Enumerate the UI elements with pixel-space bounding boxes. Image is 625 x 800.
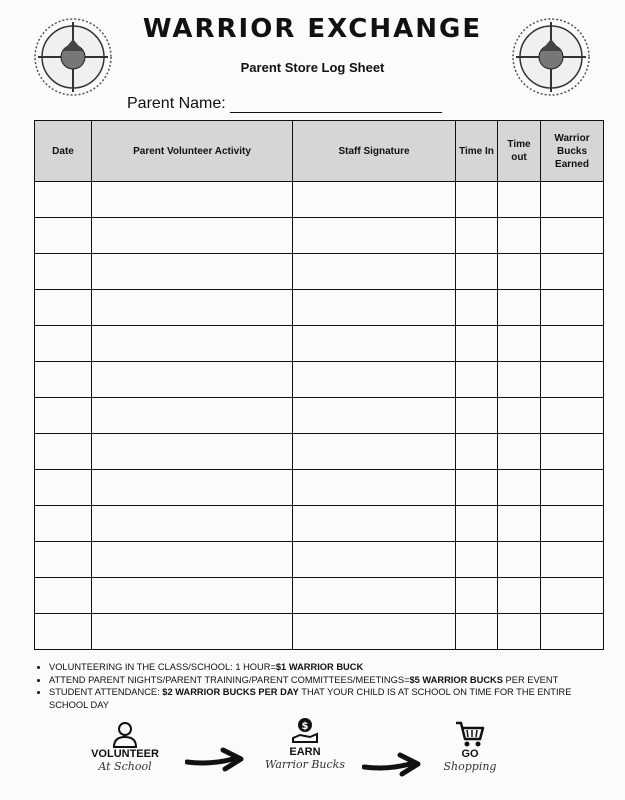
page-title: WARRIOR EXCHANGE xyxy=(142,14,483,44)
table-cell[interactable] xyxy=(456,614,498,650)
table-row xyxy=(35,290,604,326)
table-cell[interactable] xyxy=(92,290,293,326)
table-cell[interactable] xyxy=(456,182,498,218)
flow-step-label: EARN xyxy=(289,746,321,758)
table-cell[interactable] xyxy=(498,362,541,398)
table-cell[interactable] xyxy=(35,218,92,254)
flow-step-sub: Warrior Bucks xyxy=(265,758,345,771)
table-cell[interactable] xyxy=(92,614,293,650)
table-cell[interactable] xyxy=(35,182,92,218)
table-row xyxy=(35,542,604,578)
log-table xyxy=(34,120,604,650)
table-cell[interactable] xyxy=(498,290,541,326)
table-cell[interactable] xyxy=(541,326,604,362)
table-cell[interactable] xyxy=(293,542,456,578)
parent-name-blank[interactable] xyxy=(230,98,442,113)
table-cell[interactable] xyxy=(35,254,92,290)
flow-step-go xyxy=(425,720,515,773)
table-cell[interactable] xyxy=(92,398,293,434)
table-cell[interactable] xyxy=(456,578,498,614)
table-cell[interactable] xyxy=(293,218,456,254)
flow-step-sub: Shopping xyxy=(443,760,497,773)
table-cell[interactable] xyxy=(293,362,456,398)
table-row xyxy=(35,218,604,254)
table-cell[interactable] xyxy=(456,218,498,254)
table-cell[interactable] xyxy=(541,398,604,434)
table-cell[interactable] xyxy=(92,182,293,218)
table-cell[interactable] xyxy=(541,470,604,506)
table-row xyxy=(35,434,604,470)
volunteer-person-icon xyxy=(111,720,139,748)
table-row xyxy=(35,506,604,542)
table-cell[interactable] xyxy=(541,578,604,614)
table-cell[interactable] xyxy=(498,578,541,614)
table-cell[interactable] xyxy=(498,218,541,254)
table-cell[interactable] xyxy=(293,614,456,650)
table-cell[interactable] xyxy=(456,398,498,434)
table-cell[interactable] xyxy=(35,470,92,506)
table-row xyxy=(35,614,604,650)
table-cell[interactable] xyxy=(498,398,541,434)
table-cell[interactable] xyxy=(35,542,92,578)
table-cell[interactable] xyxy=(456,362,498,398)
table-cell[interactable] xyxy=(92,362,293,398)
table-cell[interactable] xyxy=(541,362,604,398)
table-cell[interactable] xyxy=(541,218,604,254)
table-cell[interactable] xyxy=(498,506,541,542)
table-cell[interactable] xyxy=(456,254,498,290)
table-cell[interactable] xyxy=(498,614,541,650)
flow-step-label: GO xyxy=(461,748,479,760)
table-cell[interactable] xyxy=(35,362,92,398)
page-subtitle: Parent Store Log Sheet xyxy=(240,60,385,75)
table-cell[interactable] xyxy=(293,506,456,542)
table-cell[interactable] xyxy=(293,182,456,218)
column-header: Date xyxy=(35,121,92,182)
table-cell[interactable] xyxy=(92,218,293,254)
process-flow xyxy=(0,720,625,800)
table-cell[interactable] xyxy=(498,434,541,470)
table-cell[interactable] xyxy=(35,326,92,362)
table-cell[interactable] xyxy=(541,254,604,290)
table-cell[interactable] xyxy=(456,506,498,542)
table-cell[interactable] xyxy=(541,290,604,326)
table-cell[interactable] xyxy=(293,254,456,290)
table-cell[interactable] xyxy=(456,434,498,470)
column-header: Staff Signature xyxy=(293,121,456,182)
table-cell[interactable] xyxy=(35,434,92,470)
money-hand-icon xyxy=(290,716,320,746)
table-cell[interactable] xyxy=(498,470,541,506)
table-cell[interactable] xyxy=(456,470,498,506)
table-cell[interactable] xyxy=(293,290,456,326)
arrow-right-icon xyxy=(185,747,245,773)
parent-name-field xyxy=(127,95,442,113)
flow-step-earn xyxy=(255,716,355,771)
table-row xyxy=(35,398,604,434)
table-cell[interactable] xyxy=(541,614,604,650)
table-cell[interactable] xyxy=(541,506,604,542)
table-cell[interactable] xyxy=(92,470,293,506)
table-cell[interactable] xyxy=(35,614,92,650)
rules-list xyxy=(37,661,607,711)
flow-step-label: VOLUNTEER xyxy=(91,748,159,760)
table-cell[interactable] xyxy=(35,398,92,434)
table-cell[interactable] xyxy=(456,290,498,326)
table-cell[interactable] xyxy=(92,542,293,578)
table-cell[interactable] xyxy=(541,542,604,578)
table-cell[interactable] xyxy=(293,470,456,506)
column-header: Time out xyxy=(498,121,541,182)
rule-item: • ATTEND PARENT NIGHTS/PARENT TRAINING/PARENT COMMITTEES/MEETINGS=$5 WARRIOR BUCKS PER EVENT xyxy=(49,674,607,687)
table-cell[interactable] xyxy=(498,326,541,362)
arrow-right-icon xyxy=(362,752,422,778)
rule-item: • VOLUNTEERING IN THE CLASS/SCHOOL: 1 HOUR=$1 WARRIOR BUCK xyxy=(49,661,607,674)
table-cell[interactable] xyxy=(456,542,498,578)
flow-step-sub: At School xyxy=(98,760,152,773)
table-cell[interactable] xyxy=(293,434,456,470)
table-row xyxy=(35,578,604,614)
column-header: Warrior Bucks Earned xyxy=(541,121,604,182)
table-cell[interactable] xyxy=(541,434,604,470)
shopping-cart-icon xyxy=(454,720,486,748)
table-cell[interactable] xyxy=(35,578,92,614)
table-cell[interactable] xyxy=(92,254,293,290)
table-cell[interactable] xyxy=(293,578,456,614)
table-header-row xyxy=(35,121,604,182)
svg-text:$: $ xyxy=(301,721,309,732)
rule-item: • STUDENT ATTENDANCE: $2 WARRIOR BUCKS PER DAY THAT YOUR CHILD IS AT SCHOOL ON TIME FOR THE ENTIRE SCHOOL DAY xyxy=(49,686,607,711)
parent-name-label: Parent Name: xyxy=(127,95,226,112)
column-header: Time In xyxy=(456,121,498,182)
column-header: Parent Volunteer Activity xyxy=(92,121,293,182)
table-cell[interactable] xyxy=(35,506,92,542)
table-cell[interactable] xyxy=(293,326,456,362)
flow-step-volunteer xyxy=(80,720,170,773)
table-row xyxy=(35,362,604,398)
table-row xyxy=(35,254,604,290)
table-cell[interactable] xyxy=(456,326,498,362)
table-cell[interactable] xyxy=(293,398,456,434)
table-cell[interactable] xyxy=(498,182,541,218)
table-row xyxy=(35,182,604,218)
table-cell[interactable] xyxy=(498,254,541,290)
table-cell[interactable] xyxy=(498,542,541,578)
table-cell[interactable] xyxy=(92,506,293,542)
table-cell[interactable] xyxy=(92,326,293,362)
table-cell[interactable] xyxy=(92,578,293,614)
table-cell[interactable] xyxy=(92,434,293,470)
table-cell[interactable] xyxy=(541,182,604,218)
table-row xyxy=(35,470,604,506)
table-cell[interactable] xyxy=(35,290,92,326)
table-row xyxy=(35,326,604,362)
